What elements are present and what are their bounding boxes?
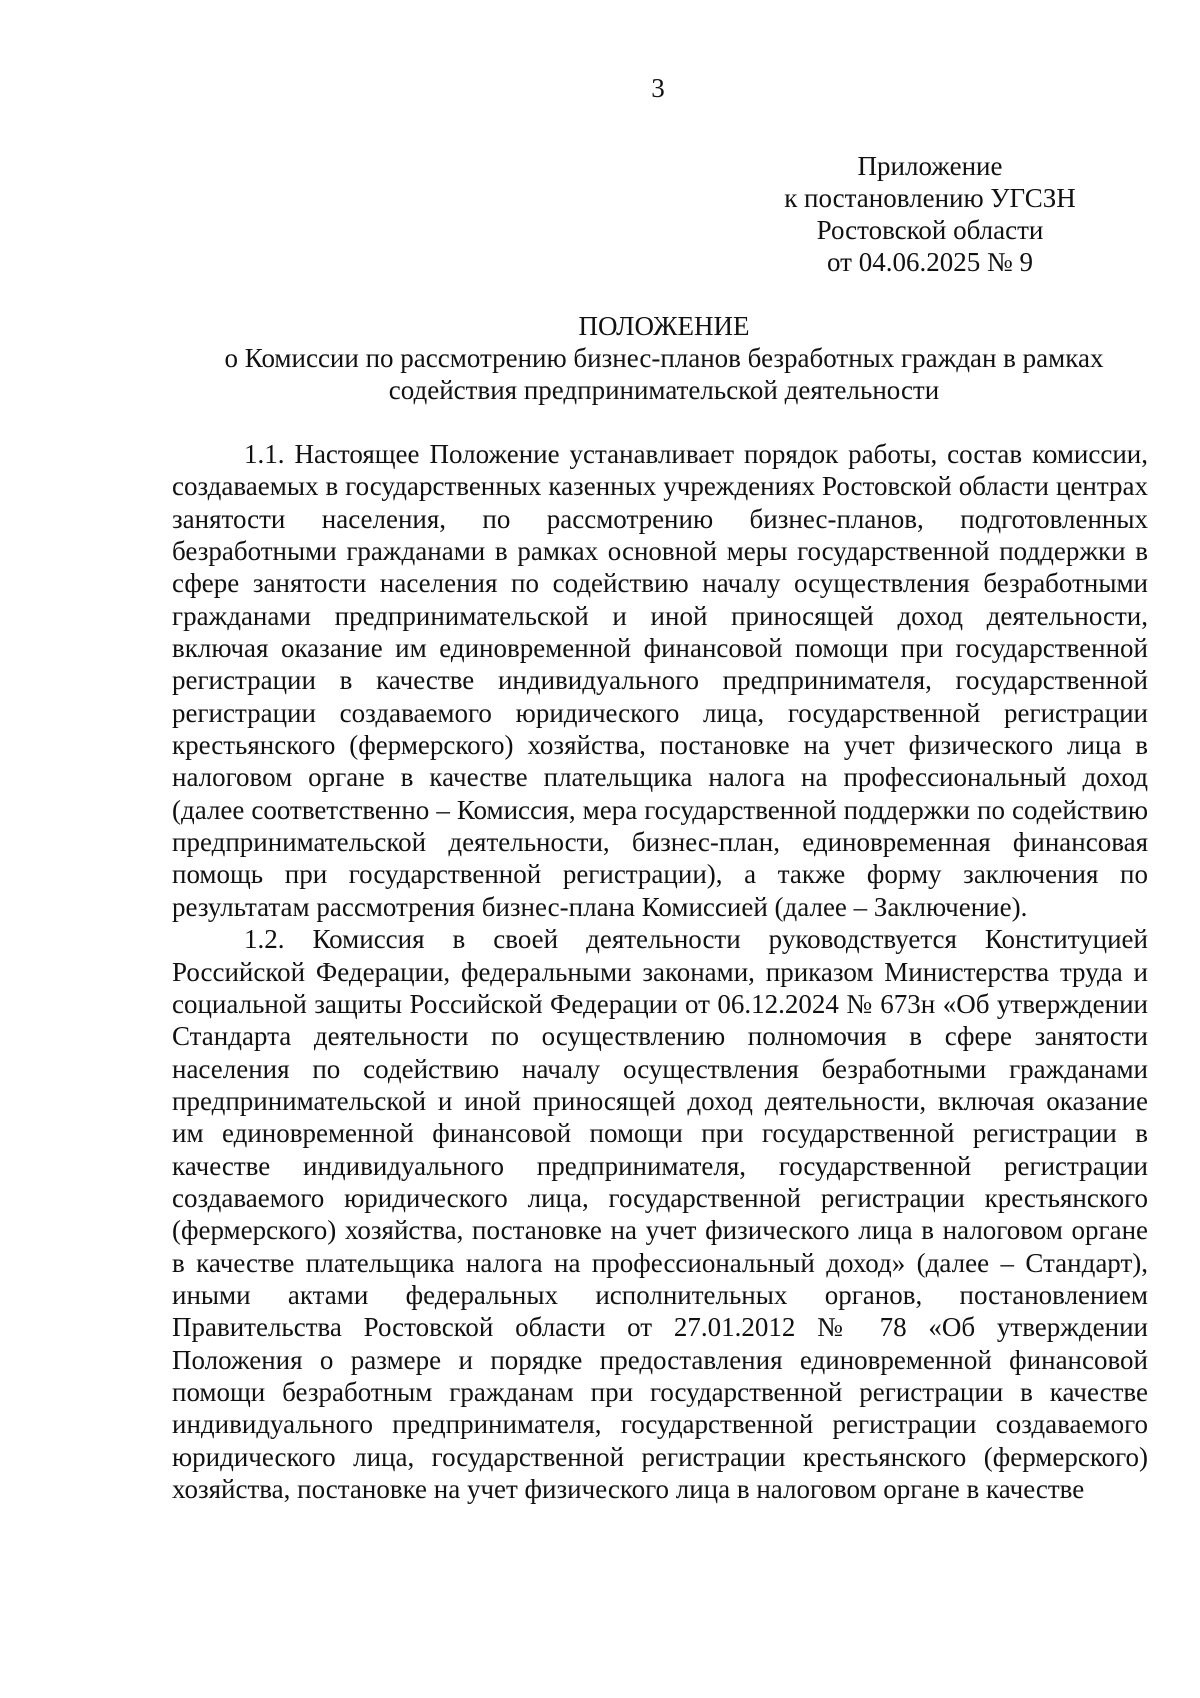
document-body bbox=[172, 438, 1148, 1505]
appendix-line: Ростовской области bbox=[816, 215, 1044, 245]
document-subtitle-line: о Комиссии по рассмотрению бизнес-планов безработных граждан в рамках bbox=[224, 343, 1104, 373]
document-subtitle-line: содействия предпринимательской деятельности bbox=[388, 375, 940, 405]
document-title: ПОЛОЖЕНИЕ bbox=[578, 311, 750, 341]
appendix-line: Приложение bbox=[857, 151, 1003, 181]
appendix-line: к постановлению УГСЗН bbox=[784, 183, 1076, 213]
appendix-line: от 04.06.2025 № 9 bbox=[827, 247, 1033, 277]
paragraph: 1.1. Настоящее Положение устанавливает порядок работы, состав комиссии, создаваемых в государственных казенных учреждениях Ростовской области центрах занятости населения, по рассмотрению бизнес-планов, подготовленных безработными гражданами в рамках основной меры государственной поддержки в сфере занятости населения по содействию началу осуществления безработными гражданами предпринимательской и иной приносящей доход деятельности, включая оказание им единовременной финансовой помощи при государственной регистрации в качестве индивидуального предпринимателя, государственной регистрации создаваемого юридического лица, государственной регистрации крестьянского (фермерского) хозяйства, постановке на учет физического лица в налоговом органе в качестве плательщика налога на профессиональный доход (далее соответственно – Комиссия, мера государственной поддержки по содействию предпринимательской деятельности, бизнес-план, единовременная финансовая помощь при государственной регистрации), а также форму заключения по результатам рассмотрения бизнес-плана Комиссией (далее – Заключение). bbox=[172, 439, 1148, 922]
document-heading bbox=[172, 310, 1156, 406]
paragraph: 1.2. Комиссия в своей деятельности руководствуется Конституцией Российской Федерации, федеральными законами, приказом Министерства труда и социальной защиты Российской Федерации от 06.12.2024 № 673н «Об утверждении Стандарта деятельности по осуществлению полномочия в сфере занятости населения по содействию началу осуществления безработными гражданами предпринимательской и иной приносящей доход деятельности, включая оказание им единовременной финансовой помощи при государственной регистрации в качестве индивидуального предпринимателя, государственной регистрации создаваемого юридического лица, государственной регистрации крестьянского (фермерского) хозяйства, постановке на учет физического лица в налоговом органе в качестве плательщика налога на профессиональный доход» (далее – Стандарт), иными актами федеральных исполнительных органов, постановлением Правительства Ростовской области от 27.01.2012 № 78 «Об утверждении Положения о размере и порядке предоставления единовременной финансовой помощи безработным гражданам при государственной регистрации в качестве индивидуального предпринимателя, государственной регистрации создаваемого юридического лица, государственной регистрации крестьянского (фермерского) хозяйства, постановке на учет физического лица в налоговом органе в качестве bbox=[172, 924, 1148, 1504]
page-number: 3 bbox=[651, 73, 665, 103]
appendix-block bbox=[760, 150, 1100, 278]
